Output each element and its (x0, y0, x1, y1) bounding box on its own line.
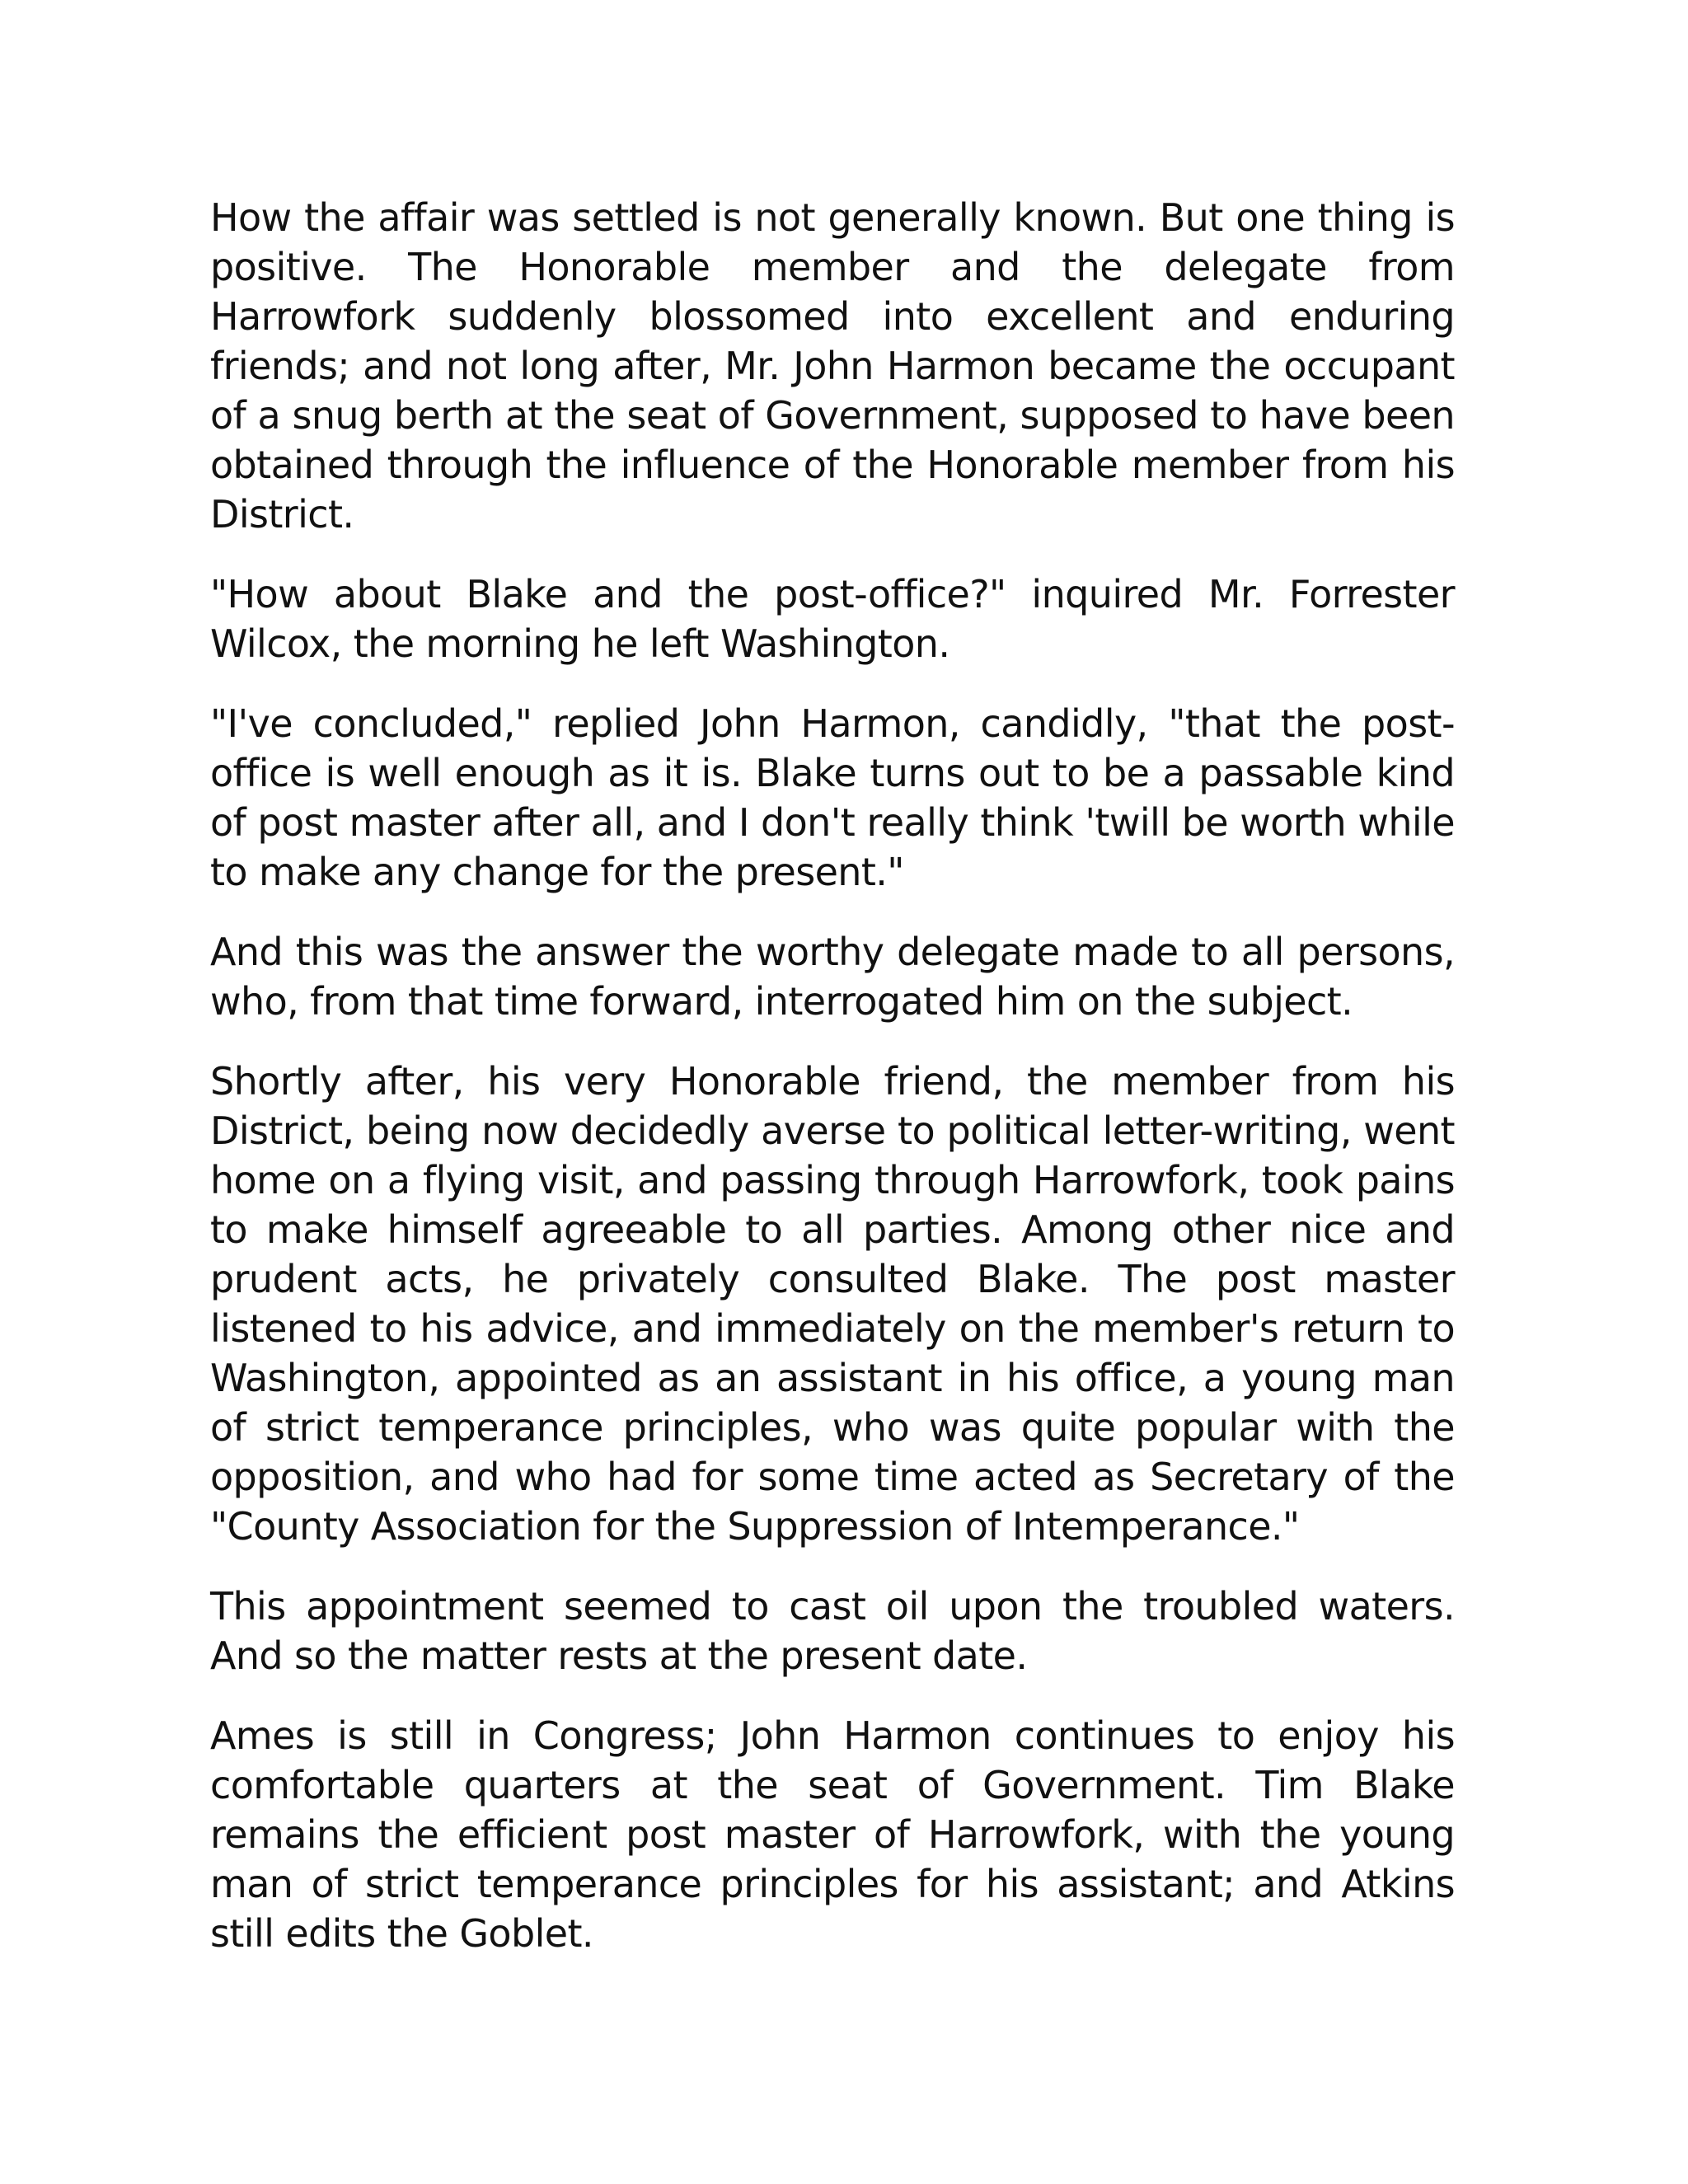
paragraph: "How about Blake and the post-office?" inquired Mr. Forrester Wilcox, the morning he left Washington. (210, 572, 1455, 666)
document-page (210, 193, 1455, 1989)
paragraph: Shortly after, his very Honorable friend, the member from his District, being now decidedly averse to political letter-writing, went home on a flying visit, and passing through Harrowfork, took pains to make himself agreeable to all parties. Among other nice and prudent acts, he privately consulted Blake. The post master listened to his advice, and immediately on the member's return to Washington, appointed as an assistant in his office, a young man of strict temperance principles, who was quite popular with the opposition, and who had for some time acted as Secretary of the "County Association for the Suppression of Intemperance." (210, 1059, 1455, 1549)
paragraph: Ames is still in Congress; John Harmon continues to enjoy his comfortable quarters at the seat of Government. Tim Blake remains the efficient post master of Harrowfork, with the young man of strict temperance principles for his assistant; and Atkins still edits the Goblet. (210, 1713, 1455, 1956)
paragraph: And this was the answer the worthy delegate made to all persons, who, from that time forward, interrogated him on the subject. (210, 930, 1455, 1024)
paragraph: "I've concluded," replied John Harmon, candidly, "that the post-office is well enough as it is. Blake turns out to be a passable kind of post master after all, and I don't really think 'twill be worth while to make any change for the present." (210, 701, 1455, 894)
paragraph: This appointment seemed to cast oil upon the troubled waters. And so the matter rests at the present date. (210, 1584, 1455, 1678)
paragraph: How the affair was settled is not generally known. But one thing is positive. The Honorable member and the delegate from Harrowfork suddenly blossomed into excellent and enduring friends; and not long after, Mr. John Harmon became the occupant of a snug berth at the seat of Government, supposed to have been obtained through the influence of the Honorable member from his District. (210, 195, 1455, 537)
